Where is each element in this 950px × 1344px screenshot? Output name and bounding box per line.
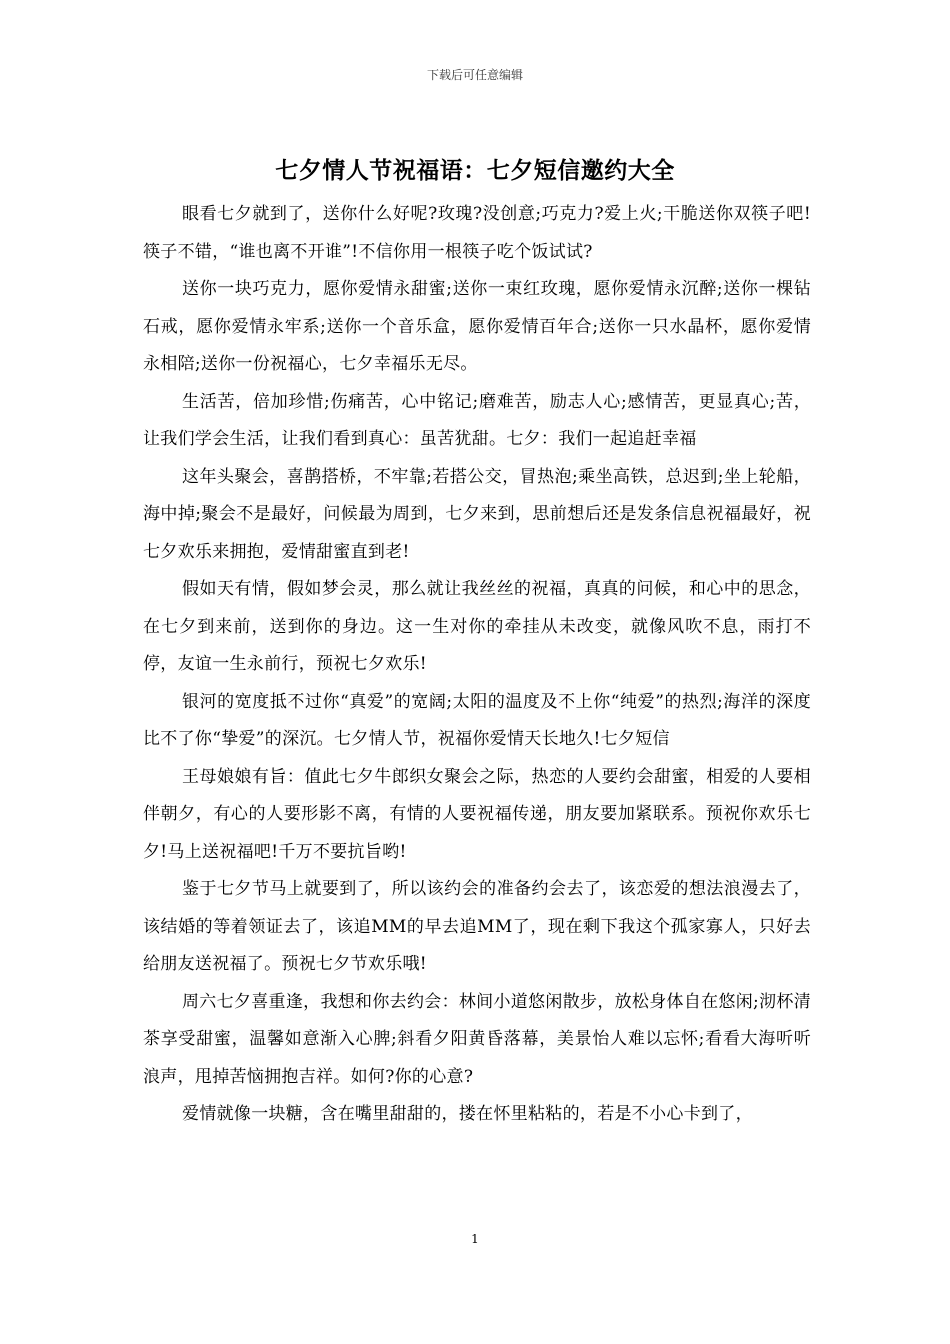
- paragraph-9: 周六七夕喜重逢，我想和你去约会：林间小道悠闲散步，放松身体自在悠闲;沏杯清茶享受甜蜜，温馨如意渐入心脾;斜看夕阳黄昏落幕，美景怡人难以忘怀;看看大海听听浪声，甩掉苦恼拥抱吉祥。如何?你的心意?: [143, 991, 811, 1087]
- paragraph-3: 生活苦，倍加珍惜;伤痛苦，心中铭记;磨难苦，励志人心;感情苦，更显真心;苦，让我们学会生活，让我们看到真心：虽苦犹甜。七夕：我们一起追赶幸福: [143, 391, 811, 449]
- paragraph-4: 这年头聚会，喜鹊搭桥，不牢靠;若搭公交，冒热泡;乘坐高铁，总迟到;坐上轮船，海中掉;聚会不是最好，问候最为周到，七夕来到，思前想后还是发条信息祝福最好，祝七夕欢乐来拥抱，爱情甜蜜直到老!: [143, 466, 811, 562]
- page-number: 1: [471, 1232, 479, 1246]
- header-note: 下载后可任意编辑: [426, 68, 523, 82]
- paragraph-7: 王母娘娘有旨：值此七夕牛郎织女聚会之际，热恋的人要约会甜蜜，相爱的人要相伴朝夕，有心的人要形影不离，有情的人要祝福传递，朋友要加紧联系。预祝你欢乐七夕!马上送祝福吧!千万不要抗旨哟!: [143, 766, 811, 862]
- paragraph-6: 银河的宽度抵不过你“真爱”的宽阔;太阳的温度及不上你“纯爱”的热烈;海洋的深度比不了你“挚爱”的深沉。七夕情人节，祝福你爱情天长地久!七夕短信: [143, 691, 811, 749]
- paragraph-10: 爱情就像一块糖，含在嘴里甜甜的，搂在怀里粘粘的，若是不小心卡到了，: [182, 1104, 753, 1124]
- paragraph-5: 假如天有情，假如梦会灵，那么就让我丝丝的祝福，真真的问候，和心中的思念，在七夕到来前，送到你的身边。这一生对你的牵挂从未改变，就像风吹不息，雨打不停，友谊一生永前行，预祝七夕欢乐!: [143, 579, 811, 674]
- document-body: [143, 196, 811, 1134]
- document-title: 七夕情人节祝福语：七夕短信邀约大全: [275, 157, 675, 184]
- paragraph-2: 送你一块巧克力，愿你爱情永甜蜜;送你一束红玫瑰，愿你爱情永沉醉;送你一棵钻石戒，愿你爱情永牢系;送你一个音乐盒，愿你爱情百年合;送你一只水晶杯，愿你爱情永相陪;送你一份祝福心，七夕幸福乐无尽。: [143, 279, 811, 374]
- paragraph-8: 鉴于七夕节马上就要到了，所以该约会的准备约会去了，该恋爱的想法浪漫去了，该结婚的等着领证去了，该追MM的早去追MM了，现在剩下我这个孤家寡人，只好去给朋友送祝福了。预祝七夕节欢乐哦!: [143, 879, 811, 974]
- paragraph-1: 眼看七夕就到了，送你什么好呢?玫瑰?没创意;巧克力?爱上火;干脆送你双筷子吧!筷子不错，“谁也离不开谁”!不信你用一根筷子吃个饭试试?: [143, 204, 811, 262]
